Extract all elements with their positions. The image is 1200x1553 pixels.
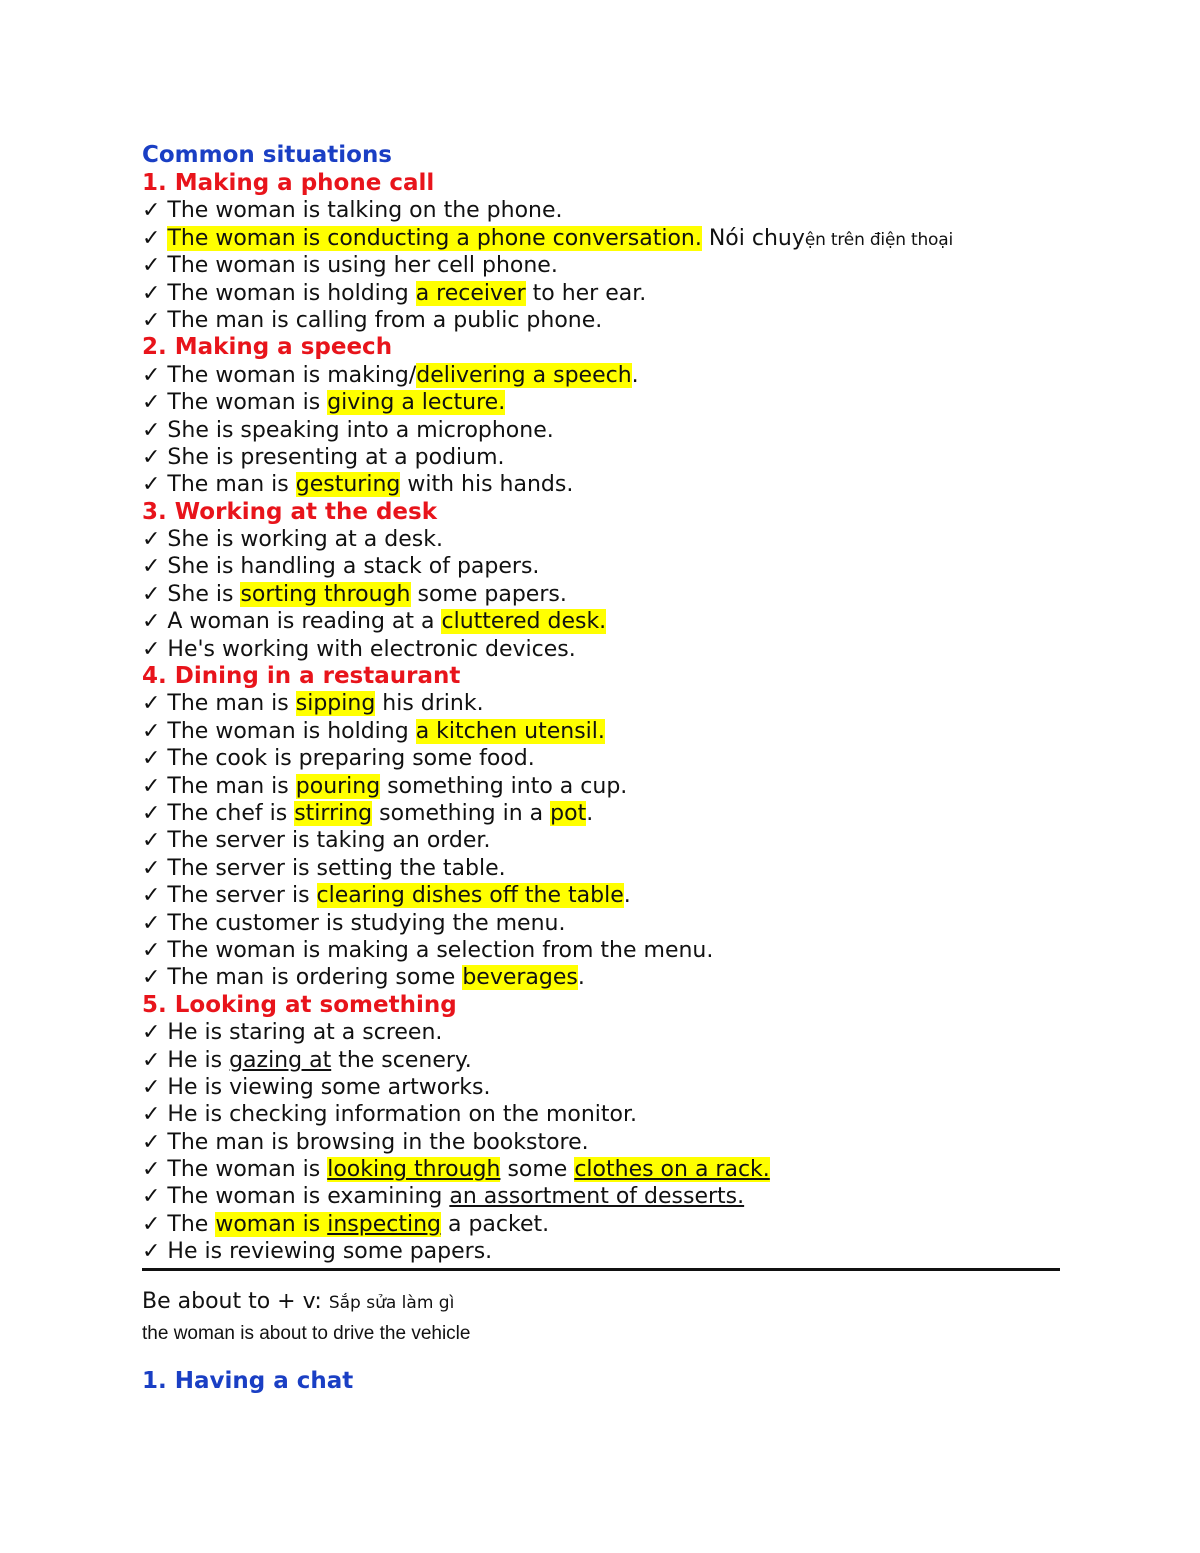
- sentence-text: ✓ The woman is holding: [142, 718, 416, 744]
- highlighted-phrase: pouring: [295, 773, 381, 799]
- highlighted-phrase: beverages: [462, 965, 578, 991]
- section-heading: 3. Working at the desk: [142, 498, 438, 525]
- sentence-text: ✓ The woman is: [142, 1157, 328, 1183]
- highlighted-phrase: delivering a speech: [416, 362, 632, 388]
- example-sentence: [142, 553, 1060, 580]
- example-sentence: [142, 1183, 1060, 1210]
- example-sentence: [142, 581, 1060, 608]
- next-section-heading: 1. Having a chat: [142, 1367, 354, 1394]
- example-sentence: [142, 882, 1060, 909]
- highlighted-phrase: sipping: [295, 691, 376, 717]
- sentence-text: ✓: [142, 225, 168, 251]
- sentence-text: .: [577, 965, 585, 991]
- highlighted-phrase: pot: [550, 800, 587, 826]
- example-sentence: [142, 1238, 1060, 1265]
- sentence-text: ✓ She is: [142, 581, 241, 607]
- sentence-text: ✓ The man is calling from a public phone.: [142, 307, 603, 333]
- underlined-phrase: gazing at: [229, 1047, 332, 1073]
- sentence-text: ✓ She is handling a stack of papers.: [142, 554, 540, 580]
- document-title: Common situations: [142, 142, 393, 168]
- grammar-note-example: the woman is about to drive the vehicle: [142, 1322, 471, 1344]
- highlighted-phrase: The woman is conducting a phone conversation.: [167, 225, 702, 251]
- example-sentence: [142, 252, 1060, 279]
- sentence-text: something in a: [372, 800, 551, 826]
- sentence-text: ✓ He is: [142, 1047, 230, 1073]
- example-sentence: [142, 1156, 1060, 1183]
- example-sentence: [142, 197, 1060, 224]
- example-sentence: [142, 910, 1060, 937]
- sentence-text: a packet.: [440, 1211, 550, 1237]
- highlighted-phrase: clearing dishes off the table: [316, 883, 624, 909]
- highlighted-phrase: gesturing: [295, 472, 401, 498]
- sentence-text: ✓ He is checking information on the monitor.: [142, 1102, 637, 1128]
- grammar-note: [142, 1287, 1060, 1318]
- example-sentence: [142, 745, 1060, 772]
- sentence-text: ✓ The man is: [142, 773, 296, 799]
- sentence-text: ✓ The: [142, 1211, 216, 1237]
- highlighted-phrase: giving a lecture.: [327, 390, 506, 416]
- sentence-text: ✓ The chef is: [142, 800, 295, 826]
- sentence-text: ✓ She is presenting at a podium.: [142, 444, 505, 470]
- sentence-text: ✓ The server is setting the table.: [142, 855, 506, 881]
- highlighted-phrase: woman is: [215, 1211, 328, 1237]
- example-sentence: [142, 718, 1060, 745]
- section-heading: 4. Dining in a restaurant: [142, 663, 461, 690]
- highlighted-phrase: cluttered desk.: [441, 609, 607, 635]
- example-sentence: [142, 1019, 1060, 1046]
- sentence-text: the scenery.: [331, 1047, 472, 1073]
- section-heading: 5. Looking at something: [142, 991, 457, 1018]
- sentence-text: ✓ The man is: [142, 472, 296, 498]
- example-sentence: [142, 526, 1060, 553]
- sentence-text: ✓ He is reviewing some papers.: [142, 1239, 493, 1265]
- sentence-text: Nói chuy: [701, 225, 805, 251]
- sentence-text: some papers.: [410, 581, 567, 607]
- section-heading: 2. Making a speech: [142, 334, 393, 361]
- section-heading: 1. Making a phone call: [142, 170, 435, 196]
- sentence-text: ✓ The customer is studying the menu.: [142, 910, 566, 936]
- grammar-note-phrase: Be about to + v:: [142, 1288, 329, 1314]
- sentence-text: ✓ The woman is talking on the phone.: [142, 198, 563, 224]
- example-sentence: [142, 690, 1060, 717]
- example-sentence: [142, 800, 1060, 827]
- example-sentence: [142, 1047, 1060, 1074]
- sentence-text: .: [623, 883, 631, 909]
- document-page: [142, 140, 1060, 1396]
- example-sentence: [142, 855, 1060, 882]
- sentence-text: ✓ A woman is reading at a: [142, 609, 442, 635]
- sentence-text: to her ear.: [525, 280, 647, 306]
- highlighted-phrase: inspecting: [327, 1211, 441, 1237]
- sentence-text: ✓ The man is ordering some: [142, 965, 463, 991]
- sentence-text: his drink.: [375, 691, 484, 717]
- sentence-text: ✓ He's working with electronic devices.: [142, 636, 576, 662]
- sentence-text: ✓ The man is browsing in the bookstore.: [142, 1129, 589, 1155]
- example-sentence: [142, 280, 1060, 307]
- example-sentence: [142, 444, 1060, 471]
- highlighted-phrase: a receiver: [415, 280, 526, 306]
- highlighted-phrase: a kitchen utensil.: [415, 718, 605, 744]
- example-sentence: [142, 417, 1060, 444]
- situation-sections: [142, 170, 1060, 1266]
- sentence-text: ✓ She is working at a desk.: [142, 527, 443, 553]
- sentence-text: some: [500, 1157, 575, 1183]
- sentence-text: .: [631, 362, 639, 388]
- sentence-text: ✓ The woman is examining: [142, 1184, 450, 1210]
- highlighted-phrase: sorting through: [240, 581, 411, 607]
- sentence-text: .: [586, 800, 594, 826]
- example-sentence: [142, 608, 1060, 635]
- sentence-text: ✓ The server is taking an order.: [142, 828, 491, 854]
- sentence-text: ✓ The woman is making/: [142, 362, 417, 388]
- example-sentence: [142, 636, 1060, 663]
- example-sentence: [142, 1074, 1060, 1101]
- example-sentence: [142, 1129, 1060, 1156]
- sentence-text: ✓ He is viewing some artworks.: [142, 1074, 491, 1100]
- example-sentence: [142, 307, 1060, 334]
- sentence-text: ✓ The woman is holding: [142, 280, 416, 306]
- example-sentence: [142, 362, 1060, 389]
- sentence-text: ✓ The server is: [142, 883, 317, 909]
- sentence-text: something into a cup.: [380, 773, 628, 799]
- highlighted-phrase: looking through: [327, 1157, 501, 1183]
- sentence-text: ✓ The woman is making a selection from the menu.: [142, 937, 714, 963]
- sentence-text: with his hands.: [400, 472, 574, 498]
- example-sentence: [142, 827, 1060, 854]
- example-sentence: [142, 389, 1060, 416]
- sentence-text: ✓ The woman is using her cell phone.: [142, 253, 558, 279]
- underlined-phrase: an assortment of desserts.: [449, 1184, 745, 1210]
- sentence-text: ✓ The cook is preparing some food.: [142, 746, 535, 772]
- sentence-text: ✓ She is speaking into a microphone.: [142, 417, 554, 443]
- example-sentence: [142, 1211, 1060, 1238]
- grammar-note-meaning: Sắp sửa làm gì: [328, 1292, 455, 1313]
- sentence-text: ện trên điện thoại: [804, 229, 953, 250]
- highlighted-phrase: clothes on a rack.: [574, 1157, 770, 1183]
- example-sentence: [142, 1101, 1060, 1128]
- example-sentence: [142, 471, 1060, 498]
- example-sentence: [142, 225, 1060, 252]
- example-sentence: [142, 937, 1060, 964]
- sentence-text: ✓ The man is: [142, 691, 296, 717]
- example-sentence: [142, 964, 1060, 991]
- sentence-text: ✓ The woman is: [142, 390, 328, 416]
- horizontal-divider: [142, 1268, 1060, 1271]
- highlighted-phrase: stirring: [294, 800, 373, 826]
- sentence-text: ✓ He is staring at a screen.: [142, 1020, 443, 1046]
- example-sentence: [142, 773, 1060, 800]
